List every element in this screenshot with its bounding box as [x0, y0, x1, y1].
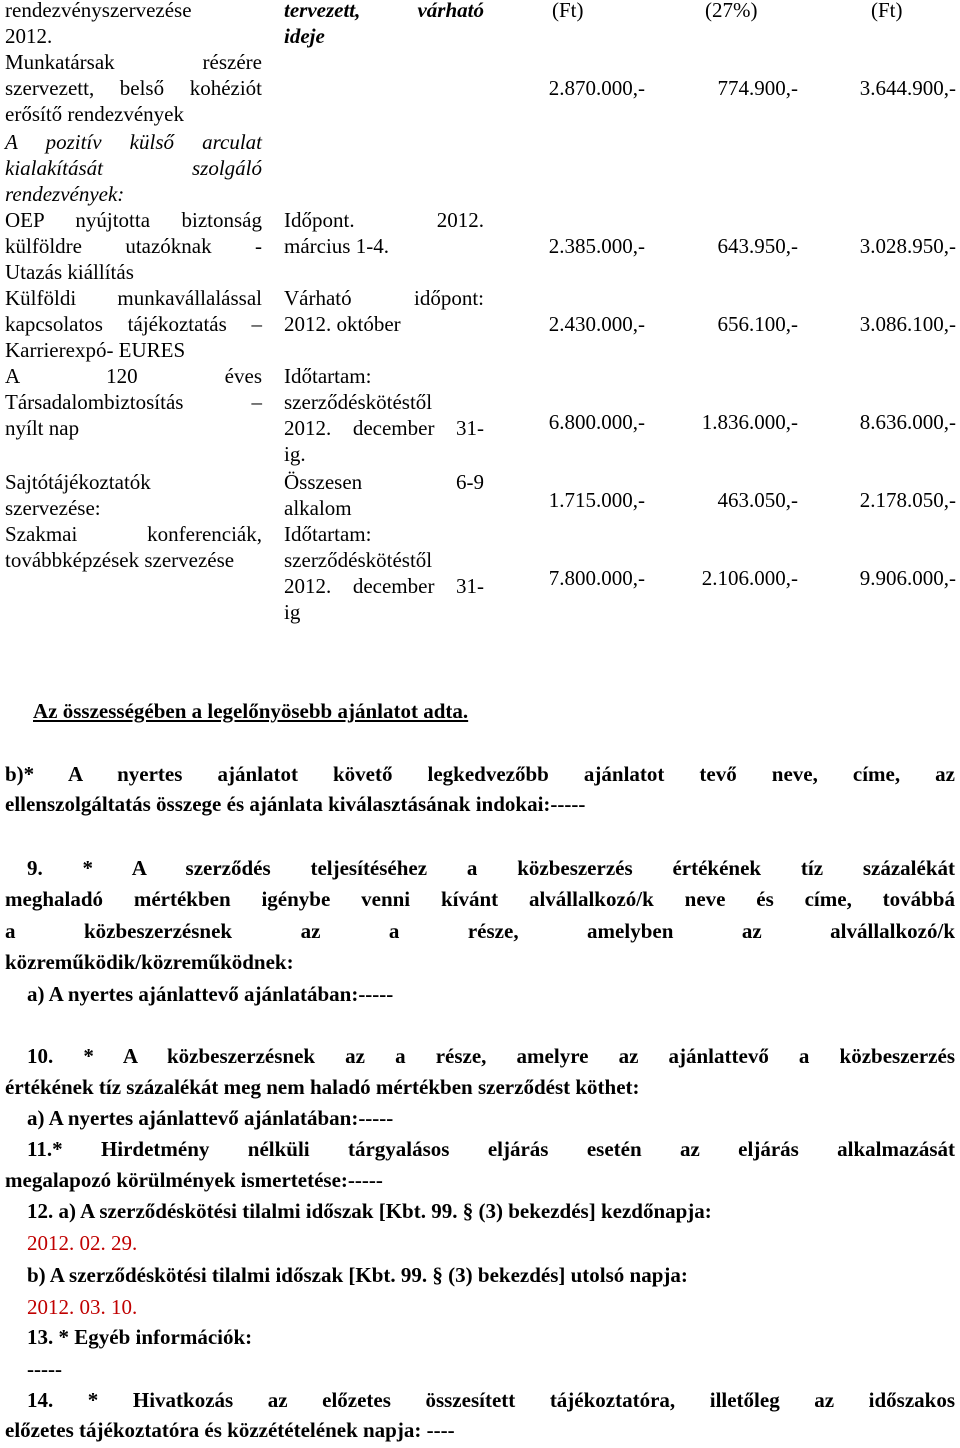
date-line: Várható időpont:: [284, 286, 484, 310]
section-9-text: a közbeszerzésnek az a része, amelyben az alvállalkozó/k: [5, 919, 955, 943]
section-14-text: előzetes tájékoztatóra és közzétételének napja: ----: [5, 1418, 455, 1442]
section-12b-label: b) A szerződéskötési tilalmi időszak [Kbt. 99. § (3) bekezdés] utolsó napja:: [27, 1263, 688, 1287]
amount-gross: 3.644.900,-: [859, 76, 956, 100]
section-10-answer: a) A nyertes ajánlattevő ajánlatában:-----: [27, 1106, 394, 1130]
column-header-gross: (Ft): [871, 0, 903, 22]
section-12a-label: 12. a) A szerződéskötési tilalmi időszak [Kbt. 99. § (3) bekezdés] kezdőnapja:: [27, 1199, 712, 1223]
amount-net: 2.870.000,-: [548, 76, 645, 100]
event-line: OEP nyújtotta biztonság: [5, 208, 262, 232]
date-line: 2012. október: [284, 312, 401, 336]
column-header: ideje: [284, 24, 325, 48]
event-line: Karrierexpó- EURES: [5, 338, 186, 362]
event-line: Munkatársak részére: [5, 50, 262, 74]
amount-net: 2.430.000,-: [548, 312, 645, 336]
section-b-text: b)* A nyertes ajánlatot követő legkedvezőbb ajánlatot tevő neve, címe, az: [5, 762, 955, 786]
date-line: Időtartam:: [284, 364, 372, 388]
event-line: Külföldi munkavállalással: [5, 286, 262, 310]
event-line: Sajtótájékoztatók: [5, 470, 151, 494]
section-12a-date: 2012. 02. 29.: [27, 1231, 138, 1255]
event-line: 2012.: [5, 24, 53, 48]
section-10-text: 10. * A közbeszerzésnek az a része, amelyre az ajánlattevő a közbeszerzés: [27, 1044, 955, 1068]
amount-vat: 1.836.000,-: [701, 410, 798, 434]
amount-gross: 3.086.100,-: [859, 312, 956, 336]
section-11-text: megalapozó körülmények ismertetése:-----: [5, 1168, 383, 1192]
date-line: ig.: [284, 442, 306, 466]
amount-gross: 2.178.050,-: [859, 488, 956, 512]
date-line: március 1-4.: [284, 234, 389, 258]
section-13-label: 13. * Egyéb információk:: [27, 1325, 253, 1349]
date-line: szerződéskötéstől: [284, 548, 433, 572]
amount-vat: 656.100,-: [717, 312, 798, 336]
amount-vat: 463.050,-: [717, 488, 798, 512]
amount-net: 1.715.000,-: [548, 488, 645, 512]
event-line: rendezvények:: [5, 182, 125, 206]
event-line: A 120 éves: [5, 364, 262, 388]
section-b-text: ellenszolgáltatás összege és ajánlata kiválasztásának indokai:-----: [5, 792, 586, 816]
event-line: szervezett, belső kohéziót: [5, 76, 262, 100]
section-14-text: 14. * Hivatkozás az előzetes összesített tájékoztatóra, illetőleg az időszakos: [27, 1388, 955, 1412]
date-line: 2012. december 31-: [284, 416, 484, 440]
event-line: külföldre utazóknak -: [5, 234, 262, 258]
event-line: továbbképzések szervezése: [5, 548, 235, 572]
column-header: tervezett, várható: [284, 0, 484, 22]
event-line: rendezvényszervezése: [5, 0, 192, 22]
date-line: Összesen 6-9: [284, 470, 484, 494]
amount-vat: 774.900,-: [717, 76, 798, 100]
date-line: Időtartam:: [284, 522, 372, 546]
event-line: kialakítását szolgáló: [5, 156, 262, 180]
amount-gross: 3.028.950,-: [859, 234, 956, 258]
date-line: 2012. december 31-: [284, 574, 484, 598]
section-9-text: közreműködik/közreműködnek:: [5, 950, 294, 974]
event-line: Szakmai konferenciák,: [5, 522, 262, 546]
event-line: szervezése:: [5, 496, 101, 520]
amount-vat: 2.106.000,-: [701, 566, 798, 590]
event-line: Utazás kiállítás: [5, 260, 134, 284]
section-12b-date: 2012. 03. 10.: [27, 1295, 138, 1319]
amount-vat: 643.950,-: [717, 234, 798, 258]
event-line: A pozitív külső arculat: [5, 130, 262, 154]
section-13-value: -----: [27, 1357, 62, 1381]
event-line: erősítő rendezvények: [5, 102, 185, 126]
column-header-net: (Ft): [552, 0, 584, 22]
amount-net: 2.385.000,-: [548, 234, 645, 258]
amount-net: 7.800.000,-: [548, 566, 645, 590]
amount-gross: 8.636.000,-: [859, 410, 956, 434]
date-line: Időpont. 2012.: [284, 208, 484, 232]
column-header-vat: (27%): [705, 0, 758, 22]
event-line: kapcsolatos tájékoztatás –: [5, 312, 262, 336]
section-9-text: meghaladó mértékben igénybe venni kívánt alvállalkozó/k neve és címe, továbbá: [5, 887, 955, 911]
section-9-answer: a) A nyertes ajánlattevő ajánlatában:-----: [27, 982, 394, 1006]
section-10-text: értékének tíz százalékát meg nem haladó mértékben szerződést köthet:: [5, 1075, 640, 1099]
amount-gross: 9.906.000,-: [859, 566, 956, 590]
section-9-text: 9. * A szerződés teljesítéséhez a közbeszerzés értékének tíz százalékát: [27, 856, 955, 880]
date-line: ig: [284, 600, 301, 624]
section-11-text: 11.* Hirdetmény nélküli tárgyalásos eljárás esetén az eljárás alkalmazását: [27, 1137, 955, 1161]
summary-statement: Az összességében a legelőnyösebb ajánlatot adta.: [33, 699, 469, 723]
event-line: Társadalombiztosítás –: [5, 390, 262, 414]
date-line: szerződéskötéstől: [284, 390, 433, 414]
amount-net: 6.800.000,-: [548, 410, 645, 434]
event-line: nyílt nap: [5, 416, 80, 440]
date-line: alkalom: [284, 496, 352, 520]
